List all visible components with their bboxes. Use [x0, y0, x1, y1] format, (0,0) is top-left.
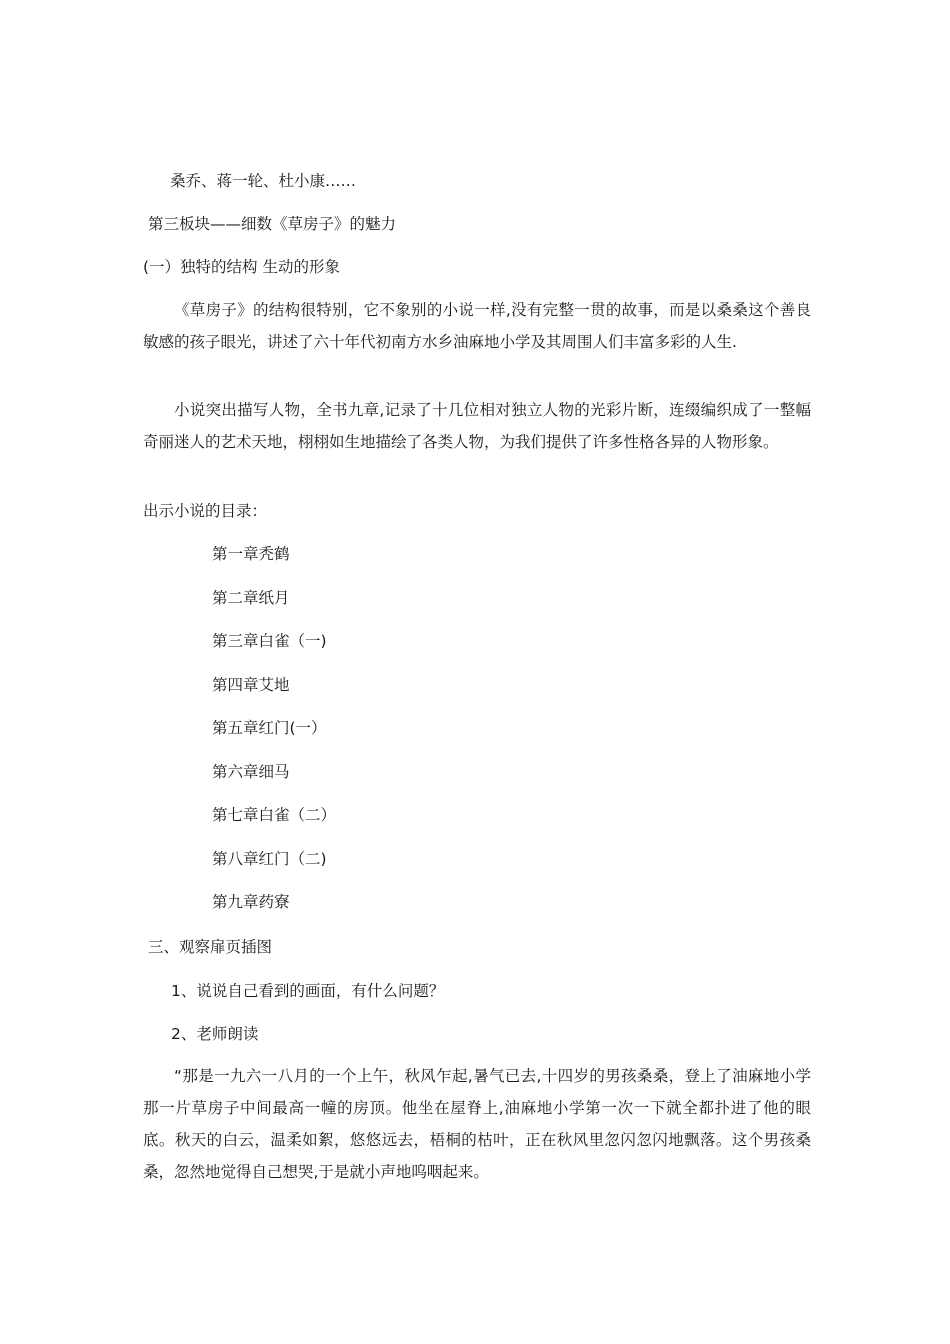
paragraph-characters [143, 394, 811, 458]
quote-paragraph [143, 1060, 811, 1188]
subsection1-title: (一）独特的结构 生动的形象 [143, 258, 340, 276]
toc-item: 第八章红门（二) [212, 850, 327, 868]
toc-item: 第七章白雀（二） [212, 806, 337, 824]
paragraph-structure-text: 《草房子》的结构很特别，它不象别的小说一样,没有完整一贯的故事，而是以桑桑这个善良敏感的孩子眼光，讲述了六十年代初南方水乡油麻地小学及其周围人们丰富多彩的人生. [143, 301, 811, 351]
step-2: 2、老师朗读 [171, 1025, 259, 1043]
paragraph-structure [143, 294, 811, 358]
toc-item: 第九章药寮 [212, 893, 290, 911]
toc-item: 第六章细马 [212, 763, 290, 781]
toc-item: 第五章红门(一） [212, 719, 327, 737]
toc-intro: 出示小说的目录： [143, 502, 268, 520]
quote-text: “那是一九六一八月的一个上午，秋风乍起,暑气已去,十四岁的男孩桑桑，登上了油麻地小学那一片草房子中间最高一幢的房顶。他坐在屋脊上,油麻地小学第一次一下就全都扑进了他的眼底。秋天的白云，温柔如絮，悠悠远去，梧桐的枯叶，正在秋风里忽闪忽闪地飘落。这个男孩桑桑，忽然地觉得自己想哭,于是就小声地呜咽起来。 [143, 1067, 811, 1181]
toc-item: 第一章秃鹤 [212, 545, 290, 563]
step-1: 1、说说自己看到的画面，有什么问题？ [171, 982, 445, 1000]
section3-title: 第三板块——细数《草房子》的魅力 [148, 215, 397, 233]
toc-item: 第三章白雀（一) [212, 632, 327, 650]
part3-title: 三、观察扉页插图 [148, 938, 273, 956]
toc-item: 第二章纸月 [212, 589, 290, 607]
paragraph-characters-text: 小说突出描写人物，全书九章,记录了十几位相对独立人物的光彩片断，连缀编织成了一整幅奇丽迷人的艺术天地，栩栩如生地描绘了各类人物，为我们提供了许多性格各异的人物形象。 [143, 401, 811, 451]
toc-item: 第四章艾地 [212, 676, 290, 694]
names-line: 桑乔、蒋一轮、杜小康…… [170, 172, 357, 190]
